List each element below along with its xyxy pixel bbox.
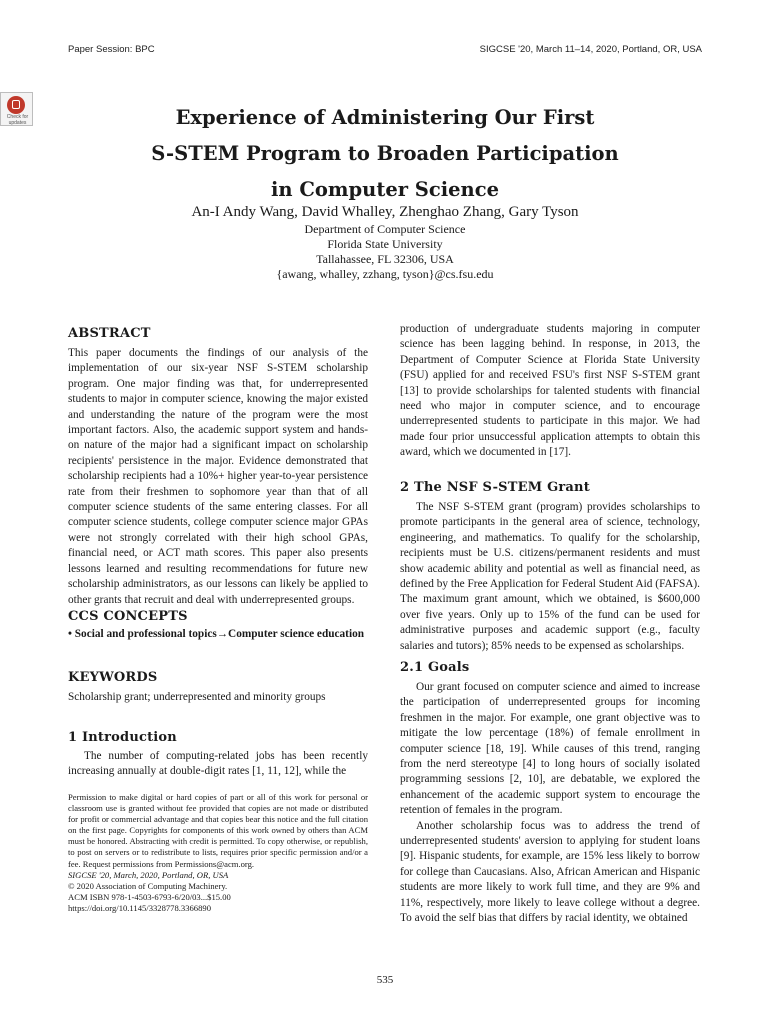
introduction-section — [68, 730, 368, 780]
ccs-text: • Social and professional topics→Computer science education — [68, 628, 365, 640]
isbn-line: ACM ISBN 978-1-4503-6793-6/20/03...$15.00 — [68, 891, 231, 902]
introduction-text: The number of computing-related jobs has been recently increasing annually at double-digit rates [1, 11, 12], while the — [68, 750, 368, 778]
running-header-right: SIGCSE '20, March 11–14, 2020, Portland, OR, USA — [479, 44, 702, 55]
section-2 — [400, 480, 700, 654]
affiliation-university: Florida State University — [327, 237, 443, 251]
permission-text: Permission to make digital or hard copies of part or all of this work for personal or classroom use is granted without fee provided that copies are not made or distributed for profit or commercial advantage and that copies bear this notice and the full citation on the first page. Copyrights for components of this work owned by others than ACM must be honored. Abstracting with credit is permitted. To copy otherwise, or republish, to post on servers or to redistribute to lists, requires prior specific permission and/or a fee. Request permissions from Permissions@acm.org. — [68, 792, 368, 869]
ccs-heading: CCS CONCEPTS — [68, 609, 188, 624]
introduction-heading: 1 Introduction — [68, 730, 177, 745]
affiliation-address: Tallahassee, FL 32306, USA — [316, 252, 454, 266]
running-header-left: Paper Session: BPC — [68, 44, 155, 55]
abstract-section — [68, 326, 368, 608]
title-line-1: Experience of Administering Our First — [175, 106, 595, 129]
affiliation-department: Department of Computer Science — [304, 222, 466, 236]
section-2-text: The NSF S-STEM grant (program) provides scholarships to promote participants in the general area of science, technology, engineering, and mathematics. To qualify for the scholarship, recipients must be U.S. citizens/permanent residents and must show academic ability and potential as well as financial need, as defined by the Free Application for Federal Student Aid (FAFSA). The maximum grant amount, which we obtained, is $600,000 over five years. Only up to 15% of the fund can be used for administrative purposes and academic support (e.g., faculty salaries and tutors); 85% needs to be expensed as scholarships. — [400, 501, 700, 652]
page-number: 535 — [376, 974, 394, 986]
title-line-3: in Computer Science — [270, 178, 500, 201]
doi-link[interactable]: https://doi.org/10.1145/3328778.3366890 — [68, 902, 211, 913]
copyright-line: © 2020 Association of Computing Machinery. — [68, 880, 228, 891]
conference-line — [68, 870, 368, 881]
paper-title — [0, 100, 770, 208]
introduction-continued-text: production of undergraduate students majoring in computer science has been lagging behind. In response, in 2013, the Department of Computer Science at Florida State University (FSU) applied for and received FSU's first NSF S-STEM grant [13] to provide scholarships for talented students with financial need who major in computer science, and to encourage underrepresented students to participate in this major. We had made four prior unsuccessful application attempts to obtain this award, which we documented in [17]. — [400, 323, 700, 459]
conference-name: SIGCSE '20, March, 2020, Portland, OR, USA — [68, 869, 229, 880]
permission-block — [68, 792, 368, 914]
keywords-heading: KEYWORDS — [68, 670, 158, 685]
keywords-text: Scholarship grant; underrepresented and minority groups — [68, 691, 326, 703]
section-2-1-heading: 2.1 Goals — [400, 660, 470, 675]
abstract-text: This paper documents the findings of our analysis of the implementation of our six-year NSF S-STEM scholarship program. One major finding was that, for underrepresented students to major in computer science, knowing the major existed and understanding the nature of the program were the most important factors. Also, the academic support system and hands-on nature of the major had a significant impact on scholarship recipients' persistence in the major. Evidence demonstrated that scholarship recipients had a 10%+ higher year-to-year persistence rate from their freshmen to sophomore year than that of all computer science students of the same entering classes. For all computer science students, college computer science major GPAs were not strongly correlated with their high school GPAs, financial need, or ACT math scores. This paper also presents lessons learned and resulting recommendations for future new scholarship administrators, as our lessons can likely be applied to other grants that recruit and deal with underrepresented groups. — [68, 347, 368, 606]
badge-label: Check for updates — [6, 114, 29, 126]
section-2-1 — [400, 660, 700, 927]
abstract-heading: ABSTRACT — [68, 326, 151, 341]
introduction-continued — [400, 322, 700, 461]
title-line-2: S-STEM Program to Broaden Participation — [151, 142, 619, 165]
keywords-section — [68, 670, 368, 705]
affiliation — [0, 222, 770, 282]
author-list: An-I Andy Wang, David Whalley, Zhenghao Zhang, Gary Tyson — [191, 204, 579, 220]
ccs-section — [68, 609, 368, 642]
section-2-heading: 2 The NSF S-STEM Grant — [400, 480, 590, 495]
section-2-1-paragraph-1: Our grant focused on computer science and aimed to increase the participation of underrepresented groups for incoming freshmen in the major. For example, one grant objective was to mitigate the low percentage (18%) of female enrollment in computer science [18, 19]. While causes of this trend, ranging from the nerd stereotype [4] to long hours of socially isolated programming sessions [2, 10], are debatable, we explored the enhancement of the academic support system to encourage the retention of females in the program. — [400, 681, 700, 817]
affiliation-emails: {awang, whalley, zzhang, tyson}@cs.fsu.edu — [276, 267, 494, 281]
section-2-1-paragraph-2: Another scholarship focus was to address the trend of underrepresented students' aversion to applying for student loans [9]. Hispanic students, for example, are 15% less likely to borrow for college than Caucasians. Also, African American and Hispanic students are more likely to work full time, and they are 9% and 11%, respectively, more likely to leave college without a degree. To avoid the self bias that differs by racial identity, we obtained — [400, 819, 700, 925]
